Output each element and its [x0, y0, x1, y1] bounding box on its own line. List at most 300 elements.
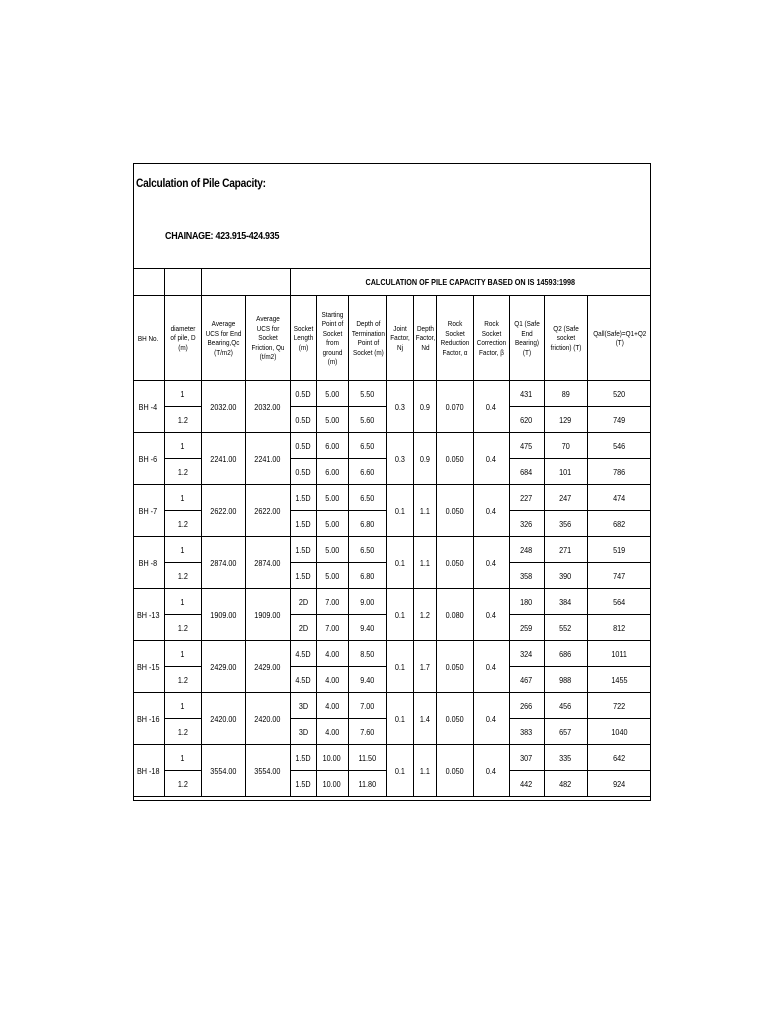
- ucs-socket-friction-cell-value: 2874.00: [254, 557, 281, 568]
- bh-number-cell-value: BH -8: [139, 557, 158, 568]
- socket-depth-cell-value: 5.60: [359, 414, 375, 425]
- q2-cell-value: 384: [559, 596, 572, 607]
- column-header-text: Average UCS for Socket Friction, Qu (t/m2): [251, 314, 284, 362]
- qall-cell-value: 546: [613, 440, 626, 451]
- socket-depth-cell-value: 9.40: [359, 674, 375, 685]
- correction-factor-cell: [473, 381, 509, 433]
- reduction-factor-cell-value: 0.050: [445, 557, 464, 568]
- correction-factor-cell-value: 0.4: [485, 713, 497, 724]
- socket-depth-cell: [348, 667, 386, 693]
- socket-depth-cell: [348, 745, 386, 771]
- table-row: [133, 537, 651, 563]
- diameter-cell: [164, 615, 201, 641]
- ucs-socket-friction-cell-value: 2032.00: [254, 401, 281, 412]
- q1-cell: [509, 615, 544, 641]
- bh-number-cell: [133, 589, 164, 641]
- diameter-cell-value: 1: [180, 596, 185, 607]
- diameter-cell-value: 1: [180, 700, 185, 711]
- q1-cell: [509, 563, 544, 589]
- qall-cell: [587, 511, 651, 537]
- q2-cell-value: 356: [559, 518, 572, 529]
- qall-cell: [587, 537, 651, 563]
- q2-cell-value: 390: [559, 570, 572, 581]
- diameter-cell: [164, 667, 201, 693]
- column-header-row: [133, 296, 651, 381]
- socket-length-cell: [290, 667, 316, 693]
- q1-cell-value: 684: [520, 466, 533, 477]
- column-header: [245, 296, 290, 381]
- socket-depth-cell: [348, 771, 386, 797]
- diameter-cell: [164, 511, 201, 537]
- socket-length-cell: [290, 563, 316, 589]
- ucs-socket-friction-cell-value: 2241.00: [254, 453, 281, 464]
- socket-length-cell: [290, 407, 316, 433]
- socket-start-cell-value: 5.00: [324, 518, 340, 529]
- column-header-text: BH No.: [137, 333, 159, 343]
- q1-cell-value: 227: [520, 492, 533, 503]
- socket-length-cell-value: 0.5D: [295, 414, 311, 425]
- diameter-cell-value: 1.2: [177, 622, 188, 633]
- socket-depth-cell: [348, 641, 386, 667]
- socket-length-cell: [290, 485, 316, 511]
- socket-start-cell-value: 7.00: [324, 622, 340, 633]
- depth-factor-cell-value: 0.9: [419, 401, 430, 412]
- q2-cell-value: 129: [559, 414, 572, 425]
- socket-start-cell-value: 4.00: [324, 726, 340, 737]
- socket-start-cell: [316, 433, 348, 459]
- ucs-socket-friction-cell: [245, 693, 290, 745]
- socket-depth-cell: [348, 589, 386, 615]
- ucs-end-bearing-cell: [201, 433, 245, 485]
- socket-start-cell-value: 10.00: [322, 752, 342, 763]
- q1-cell: [509, 537, 544, 563]
- socket-start-cell: [316, 641, 348, 667]
- diameter-cell-value: 1.2: [177, 570, 188, 581]
- qall-cell-value: 749: [613, 414, 626, 425]
- joint-factor-cell-value: 0.1: [394, 765, 405, 776]
- socket-depth-cell-value: 11.80: [358, 778, 376, 789]
- socket-depth-cell-value: 6.80: [359, 570, 375, 581]
- q1-cell-value: 383: [520, 726, 533, 737]
- qall-cell-value: 682: [613, 518, 626, 529]
- reduction-factor-cell: [436, 641, 473, 693]
- ucs-end-bearing-cell-value: 2622.00: [209, 505, 237, 516]
- diameter-cell-value: 1: [180, 752, 185, 763]
- q2-cell: [544, 563, 587, 589]
- q1-cell-value: 358: [520, 570, 533, 581]
- correction-factor-cell: [473, 693, 509, 745]
- joint-factor-cell: [386, 641, 413, 693]
- diameter-cell: [164, 459, 201, 485]
- q2-cell-value: 101: [559, 466, 572, 477]
- ucs-end-bearing-cell: [201, 589, 245, 641]
- socket-depth-cell-value: 7.00: [359, 700, 375, 711]
- column-header: [509, 296, 544, 381]
- socket-depth-cell: [348, 381, 386, 407]
- chainage-label: CHAINAGE: 423.915-424.935: [165, 230, 280, 242]
- bh-number-cell: [133, 745, 164, 797]
- joint-factor-cell: [386, 589, 413, 641]
- bh-number-cell: [133, 537, 164, 589]
- depth-factor-cell: [413, 537, 436, 589]
- socket-start-cell-value: 5.00: [324, 492, 340, 503]
- joint-factor-cell: [386, 433, 413, 485]
- socket-start-cell-value: 4.00: [324, 648, 340, 659]
- depth-factor-cell-value: 1.4: [419, 713, 430, 724]
- q1-cell: [509, 745, 544, 771]
- ucs-end-bearing-cell: [201, 537, 245, 589]
- q2-cell-value: 271: [559, 544, 572, 555]
- table-row: [133, 641, 651, 667]
- depth-factor-cell: [413, 745, 436, 797]
- depth-factor-cell-value: 1.1: [419, 765, 430, 776]
- q2-cell: [544, 719, 587, 745]
- depth-factor-cell-value: 1.1: [419, 505, 430, 516]
- socket-depth-cell-value: 6.50: [359, 544, 375, 555]
- reduction-factor-cell-value: 0.050: [445, 765, 464, 776]
- q2-cell-value: 247: [559, 492, 572, 503]
- socket-depth-cell: [348, 563, 386, 589]
- table-row: [133, 433, 651, 459]
- joint-factor-cell: [386, 485, 413, 537]
- correction-factor-cell-value: 0.4: [485, 557, 497, 568]
- reduction-factor-cell: [436, 485, 473, 537]
- page-title: Calculation of Pile Capacity:: [136, 176, 266, 190]
- column-header-text: Depth Factor, Nd: [415, 323, 435, 352]
- reduction-factor-cell: [436, 381, 473, 433]
- socket-length-cell-value: 0.5D: [295, 466, 311, 477]
- column-header-text: Depth of Termination Point of Socket (m): [351, 319, 385, 357]
- diameter-cell-value: 1.2: [177, 518, 188, 529]
- socket-depth-cell-value: 9.00: [359, 596, 375, 607]
- diameter-cell: [164, 693, 201, 719]
- depth-factor-cell: [413, 381, 436, 433]
- diameter-cell-value: 1.2: [177, 466, 188, 477]
- socket-start-cell: [316, 563, 348, 589]
- column-header: [413, 296, 436, 381]
- socket-start-cell: [316, 459, 348, 485]
- column-header-text: Socket Length (m): [293, 323, 313, 352]
- ucs-socket-friction-cell: [245, 745, 290, 797]
- table-row: [133, 381, 651, 407]
- correction-factor-cell: [473, 537, 509, 589]
- q1-cell: [509, 693, 544, 719]
- reduction-factor-cell: [436, 433, 473, 485]
- q1-cell: [509, 381, 544, 407]
- column-header-text: Q1 (Safe End Bearing) (T): [513, 319, 540, 357]
- diameter-cell-value: 1: [180, 440, 185, 451]
- ucs-end-bearing-cell: [201, 641, 245, 693]
- qall-cell: [587, 771, 651, 797]
- diameter-cell: [164, 485, 201, 511]
- ucs-end-bearing-cell: [201, 693, 245, 745]
- bh-number-cell: [133, 641, 164, 693]
- diameter-cell-value: 1: [180, 648, 185, 659]
- qall-cell-value: 747: [613, 570, 626, 581]
- pile-capacity-table: [133, 268, 651, 797]
- bh-number-cell-value: BH -16: [137, 713, 160, 724]
- correction-factor-cell-value: 0.4: [485, 765, 497, 776]
- table-row: [133, 745, 651, 771]
- column-header: [201, 296, 245, 381]
- q2-cell-value: 988: [559, 674, 572, 685]
- correction-factor-cell-value: 0.4: [485, 505, 497, 516]
- q1-cell: [509, 667, 544, 693]
- ucs-socket-friction-cell: [245, 537, 290, 589]
- q2-cell: [544, 667, 587, 693]
- q2-cell: [544, 771, 587, 797]
- bh-number-cell: [133, 693, 164, 745]
- ucs-socket-friction-cell: [245, 433, 290, 485]
- qall-cell: [587, 563, 651, 589]
- depth-factor-cell: [413, 589, 436, 641]
- diameter-cell: [164, 407, 201, 433]
- column-header: [386, 296, 413, 381]
- socket-depth-cell: [348, 615, 386, 641]
- socket-depth-cell-value: 6.50: [359, 440, 375, 451]
- qall-cell: [587, 615, 651, 641]
- bh-number-cell-value: BH -15: [137, 661, 160, 672]
- socket-length-cell-value: 1.5D: [295, 570, 311, 581]
- socket-length-cell: [290, 745, 316, 771]
- blank-cell: [201, 269, 290, 296]
- qall-cell: [587, 641, 651, 667]
- correction-factor-cell-value: 0.4: [485, 661, 497, 672]
- q2-cell-value: 456: [559, 700, 572, 711]
- diameter-cell-value: 1: [180, 388, 185, 399]
- socket-start-cell-value: 4.00: [324, 700, 340, 711]
- qall-cell: [587, 589, 651, 615]
- q1-cell-value: 431: [520, 388, 533, 399]
- column-header: [290, 296, 316, 381]
- q1-cell: [509, 407, 544, 433]
- socket-length-cell: [290, 771, 316, 797]
- socket-start-cell-value: 5.00: [324, 570, 340, 581]
- q2-cell: [544, 589, 587, 615]
- correction-factor-cell: [473, 641, 509, 693]
- socket-length-cell-value: 0.5D: [295, 388, 311, 399]
- qall-cell-value: 1040: [611, 726, 628, 737]
- q1-cell: [509, 771, 544, 797]
- socket-length-cell: [290, 589, 316, 615]
- correction-factor-cell-value: 0.4: [485, 401, 497, 412]
- qall-cell-value: 642: [613, 752, 626, 763]
- reduction-factor-cell: [436, 537, 473, 589]
- joint-factor-cell-value: 0.1: [394, 661, 405, 672]
- reduction-factor-cell: [436, 745, 473, 797]
- socket-length-cell-value: 0.5D: [295, 440, 311, 451]
- reduction-factor-cell-value: 0.070: [445, 401, 464, 412]
- socket-length-cell-value: 1.5D: [295, 492, 311, 503]
- socket-start-cell: [316, 381, 348, 407]
- q1-cell-value: 326: [520, 518, 533, 529]
- socket-depth-cell: [348, 719, 386, 745]
- ucs-end-bearing-cell-value: 2874.00: [209, 557, 237, 568]
- socket-start-cell-value: 5.00: [324, 414, 340, 425]
- q2-cell-value: 686: [559, 648, 572, 659]
- q2-cell: [544, 407, 587, 433]
- socket-start-cell: [316, 407, 348, 433]
- super-header-text: CALCULATION OF PILE CAPACITY BASED ON IS 14593:1998: [365, 277, 576, 287]
- depth-factor-cell-value: 1.1: [419, 557, 430, 568]
- column-header: [436, 296, 473, 381]
- bh-number-cell-value: BH -18: [137, 765, 160, 776]
- qall-cell-value: 1011: [611, 648, 628, 659]
- table-row: [133, 693, 651, 719]
- qall-cell-value: 474: [613, 492, 626, 503]
- column-header-text: Rock Socket Correction Factor, β: [476, 319, 506, 357]
- qall-cell-value: 564: [613, 596, 626, 607]
- ucs-end-bearing-cell-value: 2420.00: [209, 713, 237, 724]
- column-header-text: Rock Socket Reduction Factor, α: [440, 319, 469, 357]
- socket-length-cell-value: 3D: [298, 700, 308, 711]
- socket-length-cell: [290, 459, 316, 485]
- ucs-socket-friction-cell: [245, 485, 290, 537]
- bh-number-cell-value: BH -13: [137, 609, 160, 620]
- diameter-cell: [164, 719, 201, 745]
- ucs-socket-friction-cell-value: 3554.00: [254, 765, 281, 776]
- socket-start-cell-value: 10.00: [322, 778, 342, 789]
- qall-cell: [587, 667, 651, 693]
- socket-start-cell: [316, 485, 348, 511]
- socket-length-cell: [290, 537, 316, 563]
- ucs-socket-friction-cell: [245, 641, 290, 693]
- socket-depth-cell-value: 6.60: [359, 466, 375, 477]
- socket-length-cell: [290, 511, 316, 537]
- column-header-text: Average UCS for End Bearing,Qc (T/m2): [205, 319, 241, 357]
- bh-number-cell-value: BH -6: [139, 453, 158, 464]
- socket-depth-cell: [348, 693, 386, 719]
- ucs-end-bearing-cell-value: 1909.00: [209, 609, 237, 620]
- depth-factor-cell: [413, 641, 436, 693]
- ucs-end-bearing-cell-value: 2032.00: [209, 401, 237, 412]
- q2-cell-value: 70: [561, 440, 570, 451]
- diameter-cell-value: 1.2: [177, 674, 188, 685]
- q2-cell-value: 657: [559, 726, 572, 737]
- q2-cell: [544, 459, 587, 485]
- qall-cell-value: 722: [613, 700, 626, 711]
- socket-start-cell-value: 5.00: [324, 388, 340, 399]
- diameter-cell-value: 1.2: [177, 778, 188, 789]
- column-header-text: Joint Factor, Nj: [389, 323, 410, 352]
- bh-number-cell-value: BH -4: [139, 401, 158, 412]
- socket-depth-cell: [348, 433, 386, 459]
- bh-number-cell: [133, 485, 164, 537]
- reduction-factor-cell-value: 0.050: [445, 453, 464, 464]
- correction-factor-cell: [473, 433, 509, 485]
- q1-cell: [509, 589, 544, 615]
- q2-cell: [544, 693, 587, 719]
- socket-length-cell-value: 4.5D: [295, 648, 311, 659]
- table-row: [133, 485, 651, 511]
- bh-number-cell: [133, 381, 164, 433]
- socket-length-cell: [290, 433, 316, 459]
- q1-cell-value: 324: [520, 648, 533, 659]
- q1-cell-value: 467: [520, 674, 533, 685]
- ucs-end-bearing-cell-value: 2429.00: [209, 661, 237, 672]
- joint-factor-cell: [386, 745, 413, 797]
- diameter-cell: [164, 381, 201, 407]
- qall-cell-value: 520: [613, 388, 626, 399]
- joint-factor-cell: [386, 693, 413, 745]
- joint-factor-cell-value: 0.3: [394, 453, 405, 464]
- socket-depth-cell: [348, 537, 386, 563]
- socket-depth-cell: [348, 511, 386, 537]
- socket-length-cell-value: 4.5D: [295, 674, 311, 685]
- ucs-socket-friction-cell-value: 2622.00: [254, 505, 281, 516]
- socket-depth-cell-value: 5.50: [359, 388, 375, 399]
- q1-cell: [509, 719, 544, 745]
- correction-factor-cell: [473, 589, 509, 641]
- q1-cell: [509, 511, 544, 537]
- reduction-factor-cell-value: 0.050: [445, 505, 464, 516]
- depth-factor-cell: [413, 693, 436, 745]
- diameter-cell-value: 1: [180, 492, 185, 503]
- q2-cell-value: 89: [561, 388, 570, 399]
- socket-length-cell-value: 1.5D: [295, 752, 311, 763]
- correction-factor-cell: [473, 745, 509, 797]
- socket-start-cell: [316, 615, 348, 641]
- socket-start-cell: [316, 667, 348, 693]
- depth-factor-cell: [413, 433, 436, 485]
- socket-length-cell-value: 1.5D: [295, 778, 311, 789]
- correction-factor-cell-value: 0.4: [485, 609, 497, 620]
- correction-factor-cell-value: 0.4: [485, 453, 497, 464]
- socket-length-cell-value: 3D: [298, 726, 308, 737]
- socket-depth-cell-value: 9.40: [359, 622, 375, 633]
- diameter-cell-value: 1.2: [177, 726, 188, 737]
- ucs-socket-friction-cell-value: 2420.00: [254, 713, 281, 724]
- column-header-text: Starting Point of Socket from ground (m): [321, 309, 343, 366]
- qall-cell-value: 1455: [611, 674, 628, 685]
- socket-depth-cell-value: 11.50: [358, 752, 376, 763]
- qall-cell-value: 786: [613, 466, 626, 477]
- socket-start-cell: [316, 693, 348, 719]
- qall-cell: [587, 693, 651, 719]
- depth-factor-cell-value: 0.9: [419, 453, 430, 464]
- q1-cell: [509, 433, 544, 459]
- q2-cell: [544, 485, 587, 511]
- qall-cell: [587, 485, 651, 511]
- joint-factor-cell-value: 0.3: [394, 401, 405, 412]
- blank-cell: [133, 269, 164, 296]
- q1-cell-value: 475: [520, 440, 533, 451]
- qall-cell: [587, 459, 651, 485]
- socket-depth-cell-value: 8.50: [359, 648, 375, 659]
- depth-factor-cell-value: 1.2: [419, 609, 430, 620]
- socket-length-cell: [290, 693, 316, 719]
- q2-cell: [544, 511, 587, 537]
- diameter-cell: [164, 433, 201, 459]
- socket-length-cell: [290, 641, 316, 667]
- socket-start-cell-value: 6.00: [324, 440, 340, 451]
- q2-cell: [544, 641, 587, 667]
- diameter-cell: [164, 563, 201, 589]
- diameter-cell: [164, 641, 201, 667]
- diameter-cell: [164, 537, 201, 563]
- ucs-end-bearing-cell: [201, 745, 245, 797]
- socket-length-cell: [290, 381, 316, 407]
- qall-cell: [587, 381, 651, 407]
- socket-start-cell-value: 4.00: [324, 674, 340, 685]
- depth-factor-cell-value: 1.7: [419, 661, 430, 672]
- bh-number-cell: [133, 433, 164, 485]
- column-header: [316, 296, 348, 381]
- diameter-cell: [164, 771, 201, 797]
- socket-length-cell: [290, 615, 316, 641]
- super-header: [290, 269, 651, 296]
- q2-cell-value: 335: [559, 752, 572, 763]
